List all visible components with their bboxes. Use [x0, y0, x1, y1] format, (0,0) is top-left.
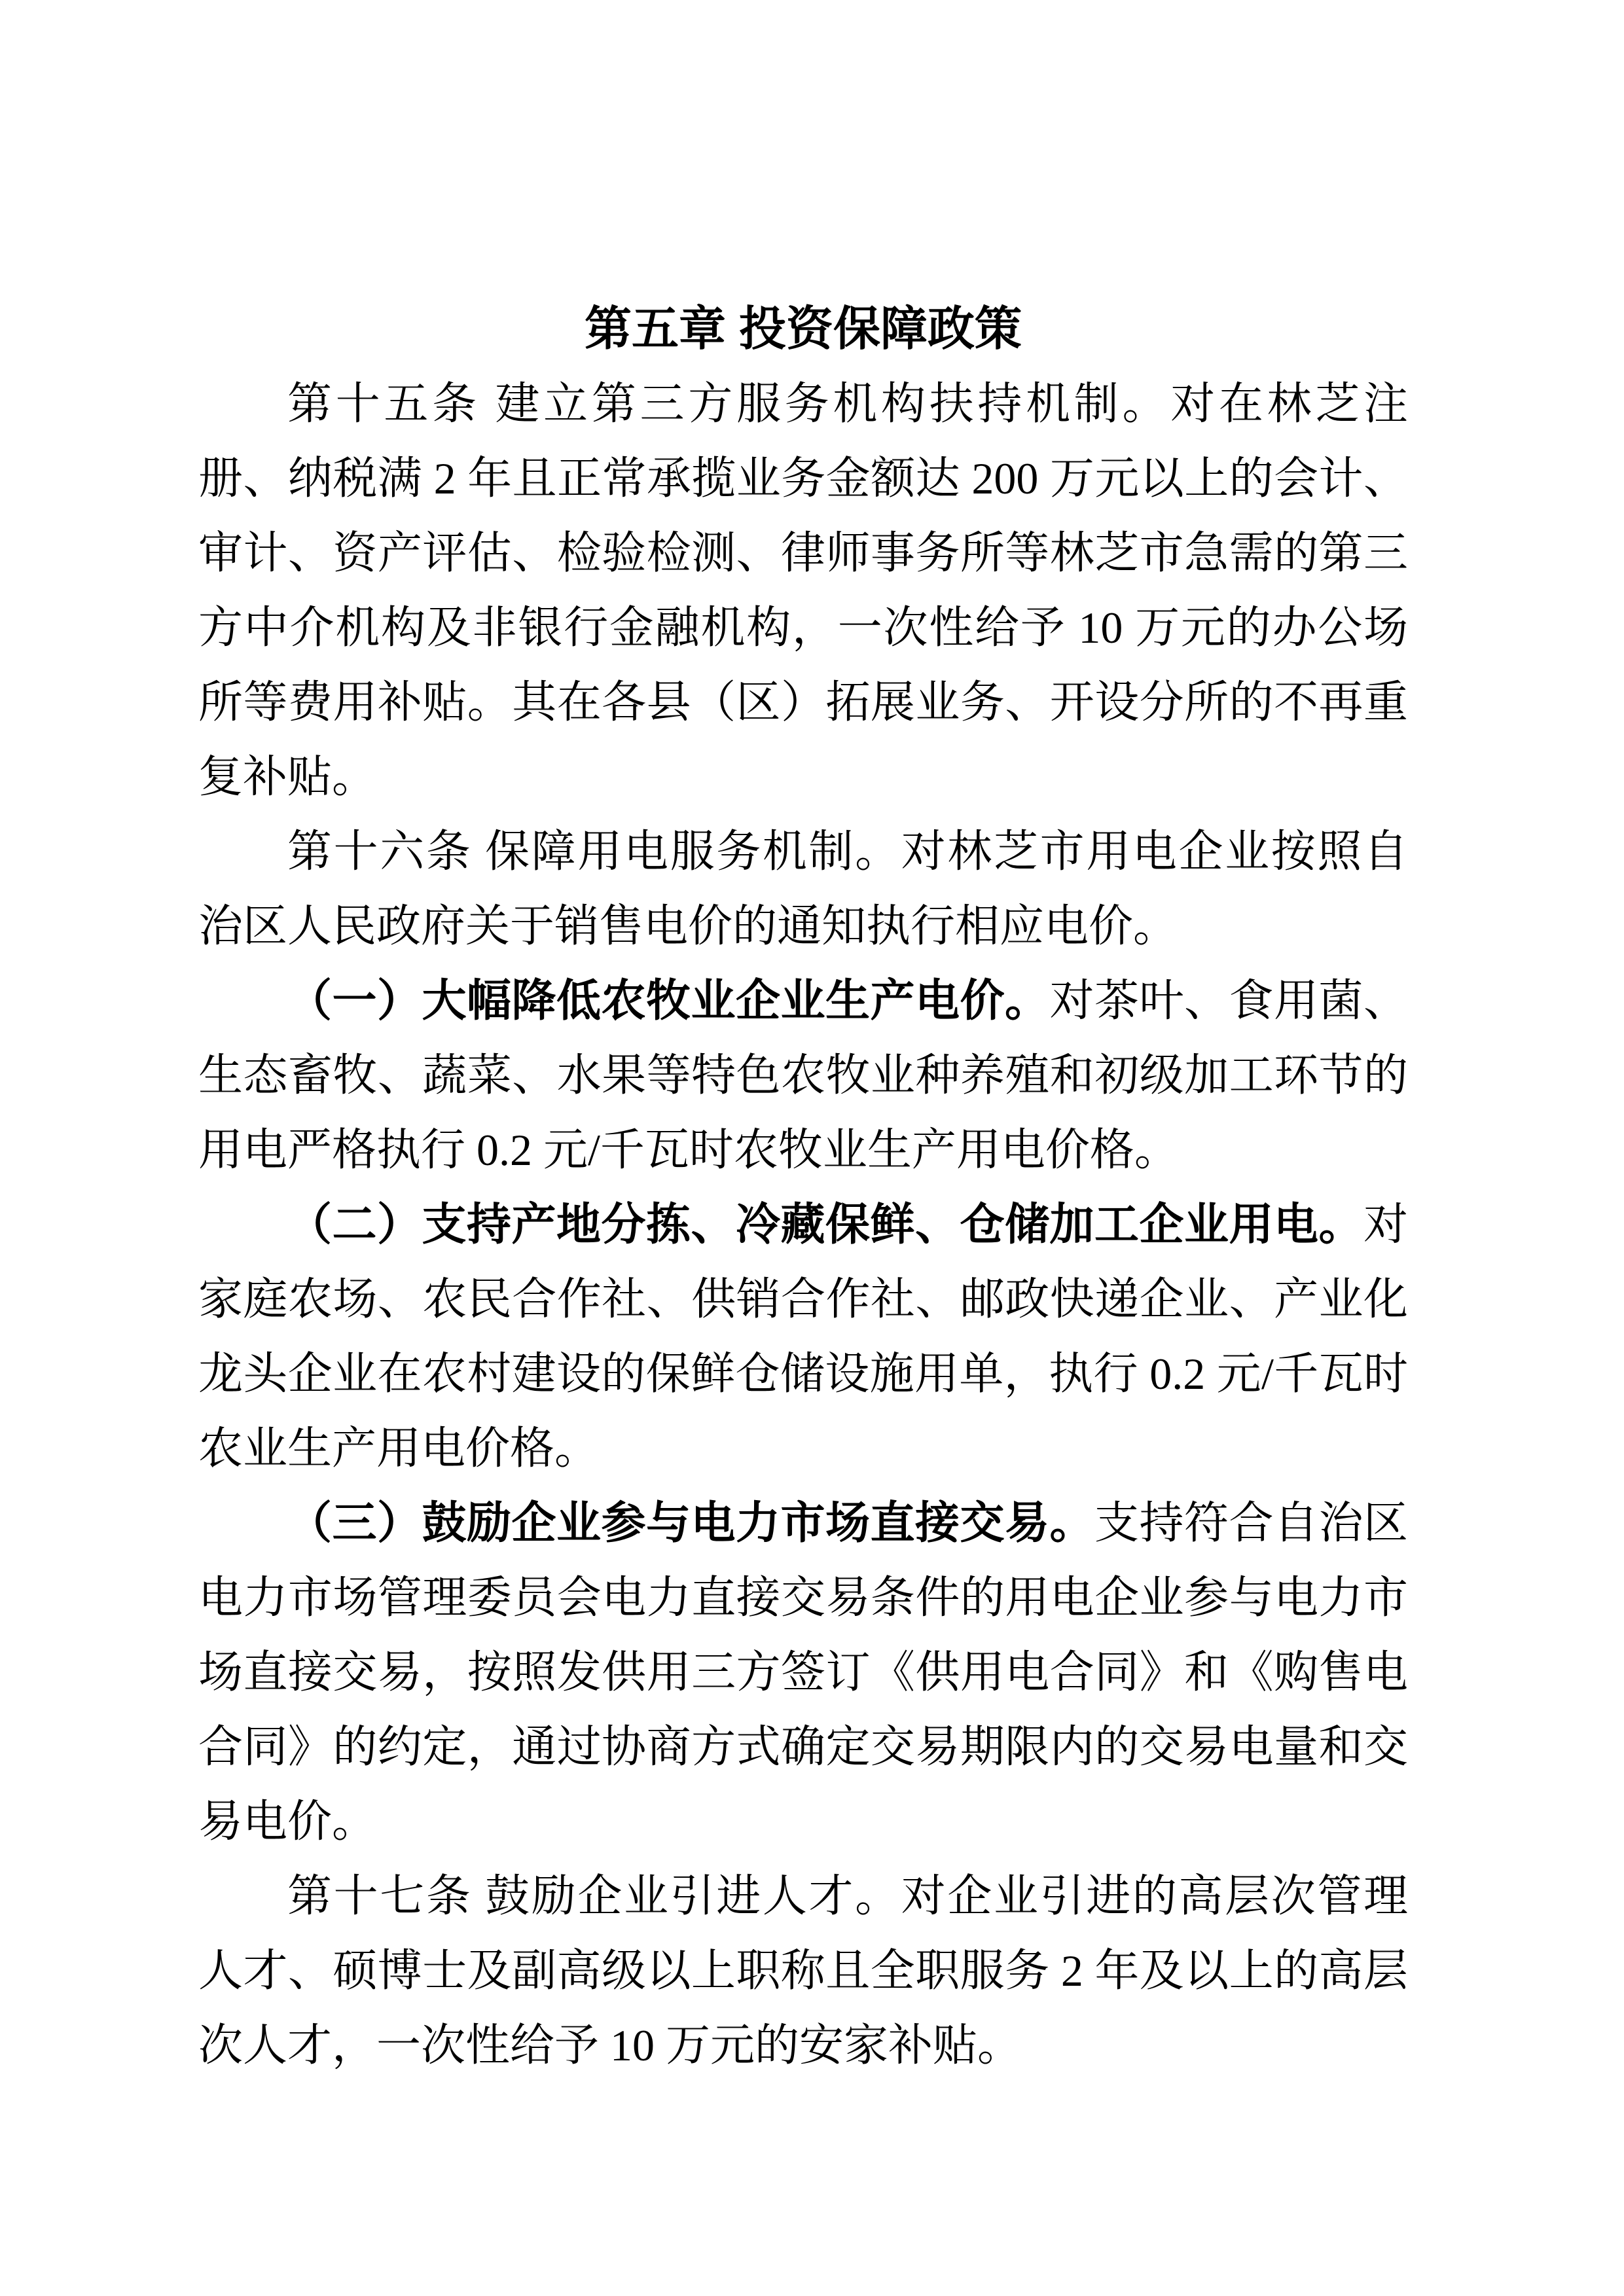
- paragraph-item-1: [198, 963, 1408, 1187]
- article-17-lead: 第十七条 鼓励企业引进人才。: [287, 1871, 901, 1921]
- paragraph-article-17: [198, 1859, 1408, 2083]
- item-3-body: 支持符合自治区电力市场管理委员会电力直接交易条件的用电企业参与电力市场直接交易，按照发供用三方签订《供用电合同》和《购售电合同》的约定，通过协商方式确定交易期限内的交易电量和交易电价。: [198, 1498, 1408, 1846]
- chapter-title: 第五章 投资保障政策: [584, 303, 1022, 355]
- paragraph-item-3: [198, 1486, 1408, 1859]
- article-16-body: 对林芝市用电企业按照自治区人民政府关于销售电价的通知执行相应电价。: [198, 827, 1408, 951]
- article-15-body: 对在林芝注册、纳税满 2 年且正常承揽业务金额达 200 万元以上的会计、审计、资产评估、检验检测、律师事务所等林芝市急需的第三方中介机构及非银行金融机构，一次性给予 10 万元的办公场所等费用补贴。其在各县（区）拓展业务、开设分所的不再重复补贴。: [198, 379, 1408, 802]
- item-1-lead: （一）大幅降低农牧业企业生产电价。: [287, 976, 1050, 1026]
- item-2-lead: （二）支持产地分拣、冷藏保鲜、仓储加工企业用电。: [287, 1200, 1363, 1249]
- article-15-lead: 第十五条 建立第三方服务机构扶持机制。: [287, 379, 1171, 429]
- document-content: [198, 292, 1408, 2083]
- paragraph-article-15: [198, 367, 1408, 814]
- item-3-lead: （三）鼓励企业参与电力市场直接交易。: [287, 1498, 1094, 1548]
- item-2-body: 对家庭农场、农民合作社、供销合作社、邮政快递企业、产业化龙头企业在农村建设的保鲜仓储设施用单，执行 0.2 元/千瓦时农业生产用电价格。: [198, 1200, 1408, 1473]
- article-17-body: 对企业引进的高层次管理人才、硕博士及副高级以上职称且全职服务 2 年及以上的高层次人才，一次性给予 10 万元的安家补贴。: [198, 1871, 1408, 2070]
- paragraph-item-2: [198, 1187, 1408, 1486]
- paragraph-article-16: [198, 814, 1408, 963]
- article-16-lead: 第十六条 保障用电服务机制。: [287, 827, 901, 876]
- item-1-body: 对茶叶、食用菌、生态畜牧、蔬菜、水果等特色农牧业种养殖和初级加工环节的用电严格执行 0.2 元/千瓦时农牧业生产用电价格。: [198, 976, 1408, 1175]
